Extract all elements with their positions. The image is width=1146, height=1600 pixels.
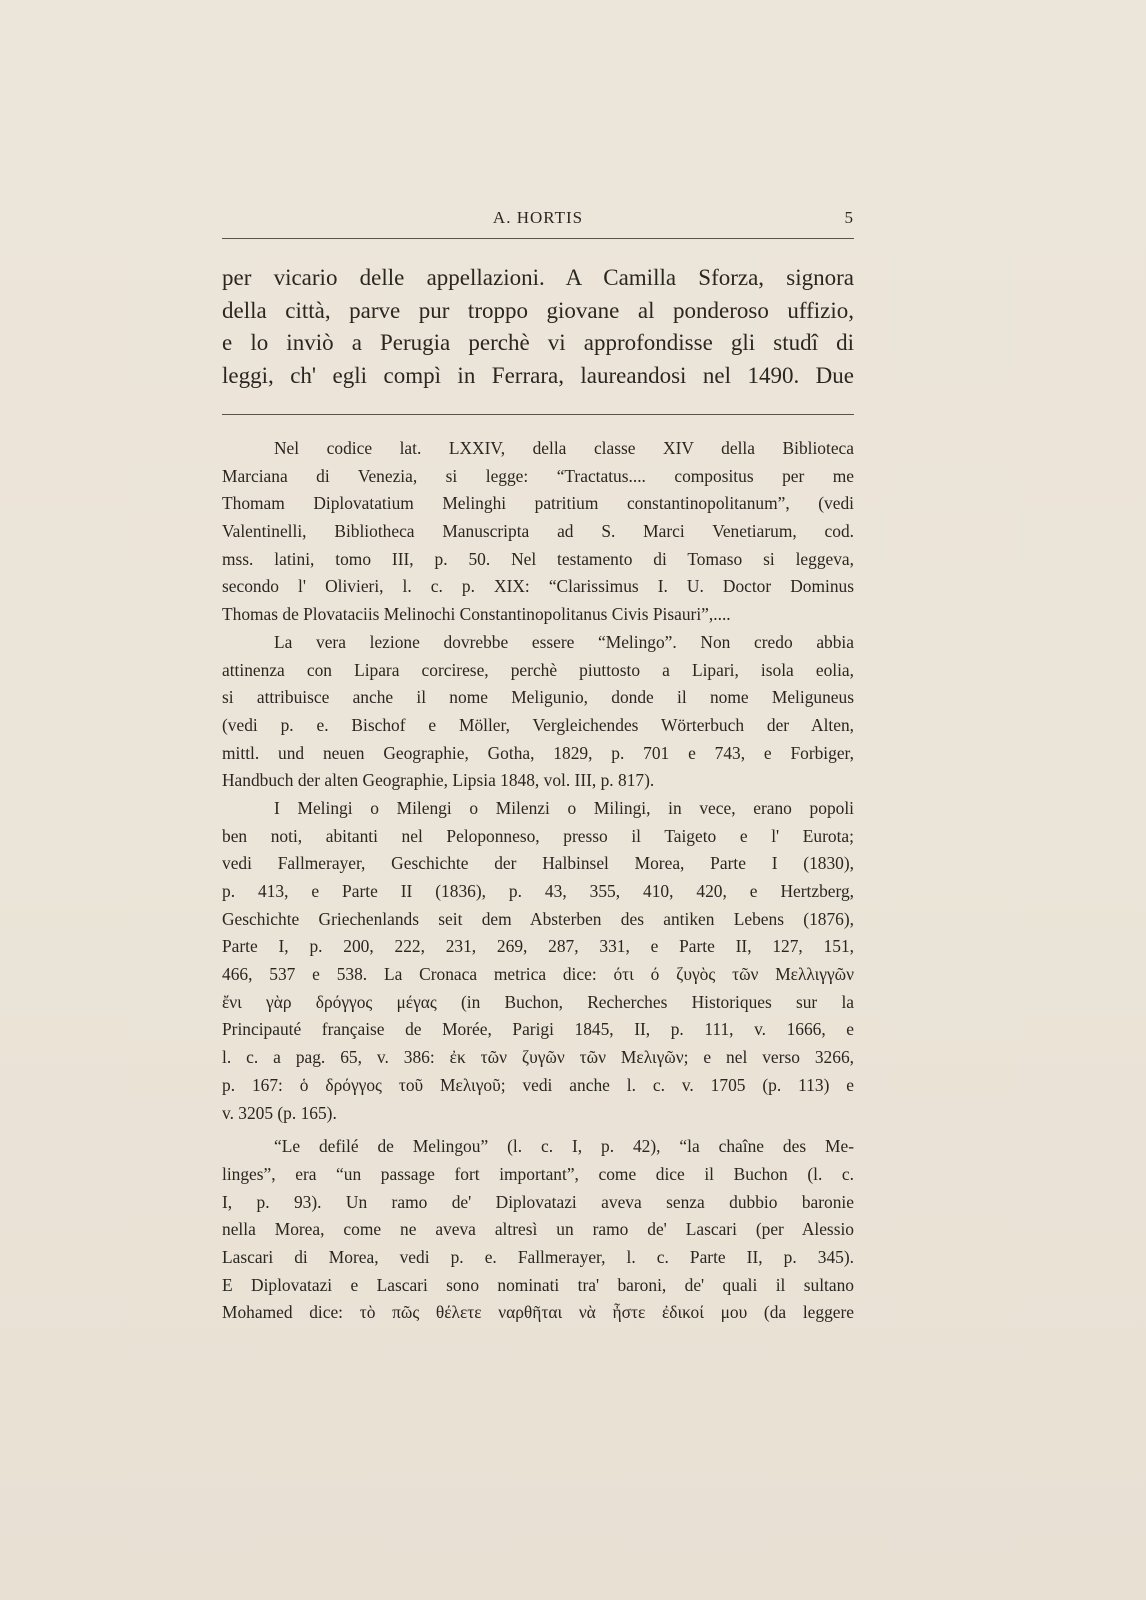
main-line: della città, parve pur troppo giovane al ponderoso uffizio, bbox=[222, 297, 854, 323]
footnote-line: mittl. und neuen Geographie, Gotha, 1829, p. 701 e 743, e Forbiger, bbox=[222, 742, 854, 763]
footnote-line: Mohamed dice: τὸ πῶς θέλετε ναρθῆται νὰ ἦστε ἐδικοί μου (da leggere bbox=[222, 1302, 854, 1323]
footnote-line: E Diplovatazi e Lascari sono nominati tra' baroni, de' quali il sultano bbox=[222, 1274, 854, 1295]
footnote-line: 466, 537 e 538. La Cronaca metrica dice: ότι ό ζυγὸς τῶν Μελλιγγῶν bbox=[222, 964, 854, 985]
footnote-line: Principauté française de Morée, Parigi 1845, II, p. 111, v. 1666, e bbox=[222, 1019, 854, 1040]
main-line: per vicario delle appellazioni. A Camilla Sforza, signora bbox=[222, 265, 854, 290]
footnote-line: p. 413, e Parte II (1836), p. 43, 355, 410, 420, e Hertzberg, bbox=[222, 881, 854, 901]
main-line: leggi, ch' egli compì in Ferrara, laureandosi nel 1490. Due bbox=[222, 362, 854, 388]
footnote-line: Parte I, p. 200, 222, 231, 269, 287, 331, e Parte II, 127, 151, bbox=[222, 936, 854, 957]
footnote-line: ben noti, abitanti nel Peloponneso, presso il Taigeto e l' Eurota; bbox=[222, 825, 854, 846]
footnote-line: (vedi p. e. Bischof e Möller, Vergleichendes Wörterbuch der Alten, bbox=[222, 714, 854, 735]
footnote-line: I, p. 93). Un ramo de' Diplovatazi aveva senza dubbio baronie bbox=[222, 1191, 854, 1212]
page-header bbox=[222, 208, 854, 232]
footnote-line: nella Morea, come ne aveva altresì un ramo de' Lascari (per Alessio bbox=[222, 1219, 854, 1240]
footnote-line: “Le defilé de Melingou” (l. c. I, p. 42), “la chaîne des Me- bbox=[274, 1136, 854, 1157]
footnote-line: linges”, era “un passage fort important”, come dice il Buchon (l. c. bbox=[222, 1163, 854, 1184]
footnote-line: ἔνι γὰρ δρόγγος μέγας (in Buchon, Recherches Historiques sur la bbox=[222, 991, 854, 1012]
running-head: A. HORTIS bbox=[492, 208, 584, 227]
footnote-line: secondo l' Olivieri, l. c. p. XIX: “Clarissimus I. U. Doctor Dominus bbox=[222, 576, 854, 597]
footnote-line: Lascari di Morea, vedi p. e. Fallmerayer, l. c. Parte II, p. 345). bbox=[222, 1246, 854, 1267]
footnote-line: Geschichte Griechenlands seit dem Absterben des antiken Lebens (1876), bbox=[222, 908, 854, 929]
footnote-line: attinenza con Lipara corcirese, perchè piuttosto a Lipari, isola eolia, bbox=[222, 659, 854, 680]
footnote-line: Valentinelli, Bibliotheca Manuscripta ad S. Marci Venetiarum, cod. bbox=[222, 521, 854, 542]
footnote-rule bbox=[222, 414, 854, 415]
footnote-line: si attribuisce anche il nome Meligunio, donde il nome Meliguneus bbox=[222, 687, 854, 708]
footnote-line: I Melingi o Milengi o Milenzi o Milingi, in vece, erano popoli bbox=[274, 797, 854, 818]
footnote-line: mss. latini, tomo III, p. 50. Nel testamento di Tomaso si leggeva, bbox=[222, 548, 854, 569]
footnote-line: Marciana di Venezia, si legge: “Tractatus.... compositus per me bbox=[222, 465, 854, 486]
main-text bbox=[222, 262, 854, 392]
page-number: 5 bbox=[844, 208, 854, 227]
header-rule bbox=[222, 238, 854, 239]
footnote-line: Handbuch der alten Geographie, Lipsia 1848, vol. III, p. 817). bbox=[222, 770, 655, 791]
footnote-line: v. 3205 (p. 165). bbox=[222, 1102, 337, 1123]
footnote-line: Thomam Diplovatatium Melinghi patritium constantinopolitanum”, (vedi bbox=[222, 493, 854, 514]
footnote-line: Thomas de Plovataciis Melinochi Constantinopolitanus Civis Pisauri”,.... bbox=[222, 604, 731, 625]
footnotes bbox=[222, 435, 854, 1327]
footnote-line: p. 167: ὁ δρόγγος τοῦ Μελιγοῦ; vedi anche l. c. v. 1705 (p. 113) e bbox=[222, 1074, 854, 1095]
footnote-line: vedi Fallmerayer, Geschichte der Halbinsel Morea, Parte I (1830), bbox=[222, 853, 854, 874]
footnote-line: La vera lezione dovrebbe essere “Melingo”. Non credo abbia bbox=[274, 631, 854, 652]
footnote-line: l. c. a pag. 65, v. 386: ἐκ τῶν ζυγῶν τῶν Μελιγῶν; e nel verso 3266, bbox=[222, 1047, 854, 1068]
footnote-line: Nel codice lat. LXXIV, della classe XIV della Biblioteca bbox=[274, 438, 854, 458]
main-line: e lo inviò a Perugia perchè vi approfondisse gli studî di bbox=[222, 330, 854, 355]
